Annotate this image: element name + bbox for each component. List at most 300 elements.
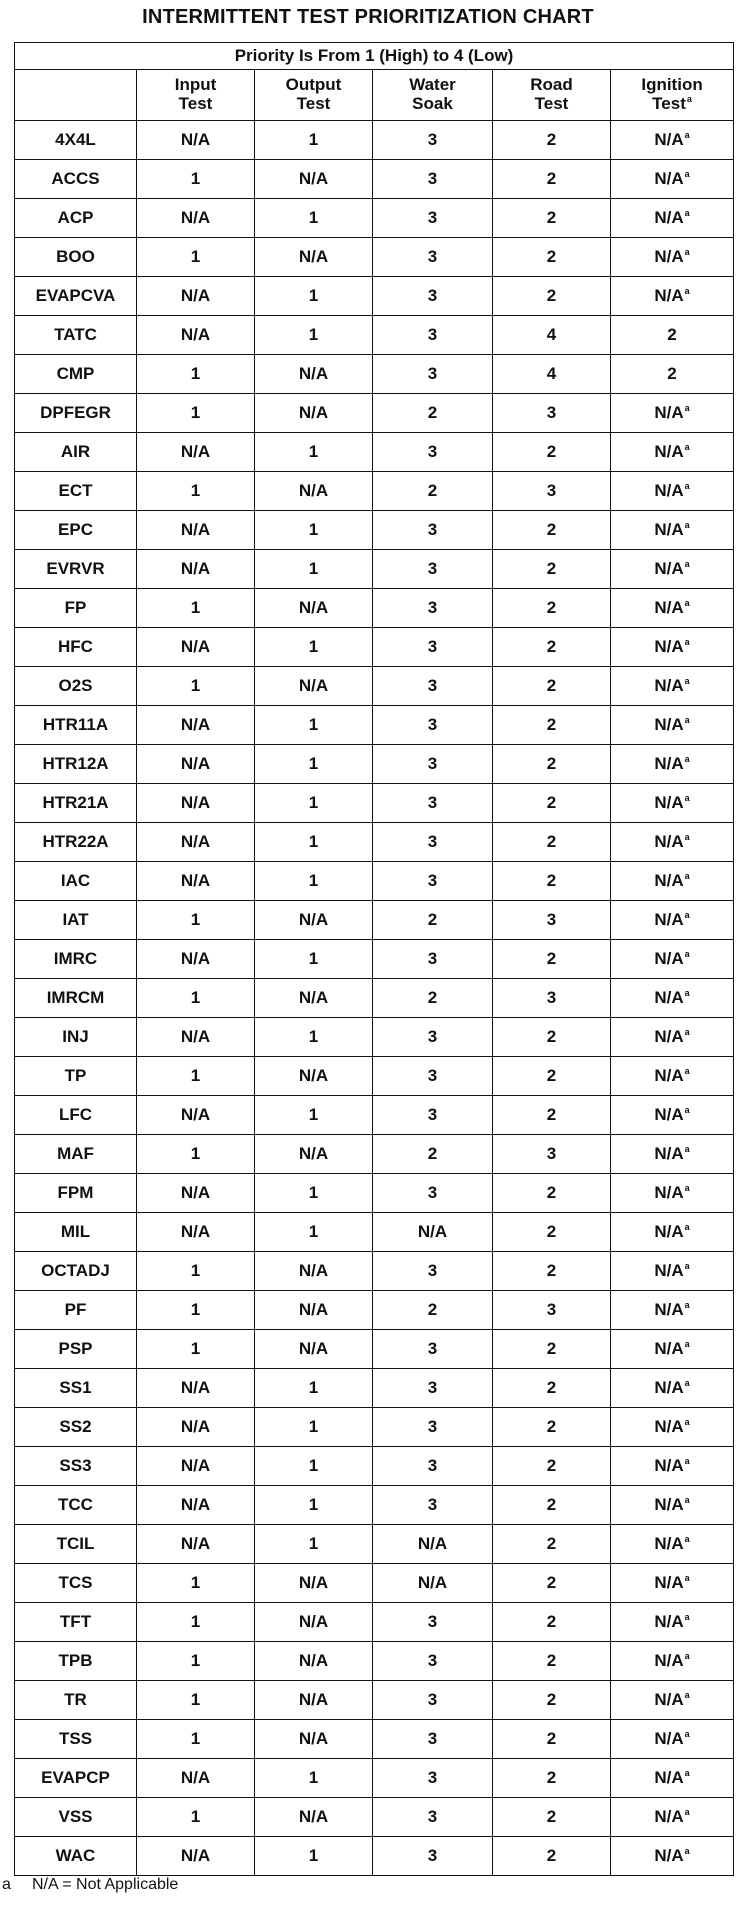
cell-road-value: 2 xyxy=(546,246,557,266)
cell-road xyxy=(493,1603,611,1642)
cell-input-value: 1 xyxy=(190,1299,201,1319)
cell-water xyxy=(373,1018,493,1057)
footnote-ref: a xyxy=(684,910,690,920)
cell-road xyxy=(493,277,611,316)
cell-ignition xyxy=(611,1018,734,1057)
cell-name xyxy=(15,1603,137,1642)
cell-ignition-value: N/A xyxy=(654,753,684,773)
footnote-ref: a xyxy=(684,871,690,881)
cell-water-value: 3 xyxy=(427,636,438,656)
cell-output-value: N/A xyxy=(298,1065,329,1085)
cell-output-value: 1 xyxy=(308,1182,319,1202)
cell-road xyxy=(493,1330,611,1369)
cell-ignition-value: N/A xyxy=(654,1689,684,1709)
cell-output-value: 1 xyxy=(308,1416,319,1436)
cell-input xyxy=(137,1018,255,1057)
cell-road-value: 2 xyxy=(546,675,557,695)
cell-output-value: 1 xyxy=(308,948,319,968)
cell-water xyxy=(373,1798,493,1837)
cell-input-value: N/A xyxy=(180,1845,211,1865)
table-row xyxy=(15,1408,734,1447)
cell-name xyxy=(15,1720,137,1759)
cell-input-value: N/A xyxy=(180,519,211,539)
cell-road-value: 3 xyxy=(546,402,557,422)
cell-water-value: 3 xyxy=(427,597,438,617)
cell-output xyxy=(255,550,373,589)
cell-name-value: LFC xyxy=(58,1104,93,1124)
cell-road-value: 2 xyxy=(546,1572,557,1592)
cell-water-value: 3 xyxy=(427,1338,438,1358)
cell-ignition xyxy=(611,1096,734,1135)
cell-input xyxy=(137,433,255,472)
cell-water xyxy=(373,1603,493,1642)
cell-ignition-value: N/A xyxy=(654,948,684,968)
table-row xyxy=(15,784,734,823)
table-row xyxy=(15,394,734,433)
cell-input-value: 1 xyxy=(190,909,201,929)
footnote-ref: a xyxy=(684,1300,690,1310)
cell-input xyxy=(137,1759,255,1798)
cell-water-value: 3 xyxy=(427,519,438,539)
cell-road xyxy=(493,979,611,1018)
cell-water-value: 3 xyxy=(427,1767,438,1787)
cell-name xyxy=(15,1057,137,1096)
cell-road-value: 2 xyxy=(546,636,557,656)
cell-road xyxy=(493,1252,611,1291)
cell-name xyxy=(15,745,137,784)
cell-name xyxy=(15,199,137,238)
cell-ignition-value: N/A xyxy=(654,1143,684,1163)
cell-ignition-value: N/A xyxy=(654,1611,684,1631)
cell-road xyxy=(493,823,611,862)
cell-ignition xyxy=(611,1486,734,1525)
cell-road-value: 2 xyxy=(546,558,557,578)
cell-name xyxy=(15,394,137,433)
footnote-ref: a xyxy=(684,1378,690,1388)
cell-name xyxy=(15,1408,137,1447)
cell-input xyxy=(137,1174,255,1213)
cell-output xyxy=(255,823,373,862)
cell-water-value: 3 xyxy=(427,1416,438,1436)
cell-name xyxy=(15,1837,137,1876)
table-row xyxy=(15,1369,734,1408)
cell-input xyxy=(137,784,255,823)
cell-name xyxy=(15,316,137,355)
cell-ignition xyxy=(611,1447,734,1486)
cell-output xyxy=(255,901,373,940)
cell-name-value: O2S xyxy=(58,675,93,695)
cell-input xyxy=(137,940,255,979)
cell-output xyxy=(255,862,373,901)
cell-output-value: 1 xyxy=(308,792,319,812)
cell-ignition-value: N/A xyxy=(654,675,684,695)
column-header-line2: Soak xyxy=(412,94,453,113)
column-header-line1: Output xyxy=(285,75,342,95)
cell-road-value: 2 xyxy=(546,1182,557,1202)
cell-output-value: 1 xyxy=(308,558,319,578)
cell-input-value: N/A xyxy=(180,792,211,812)
cell-ignition-value: N/A xyxy=(654,285,684,305)
cell-ignition-value: N/A xyxy=(654,714,684,734)
cell-water-value: 2 xyxy=(427,1143,438,1163)
cell-water xyxy=(373,940,493,979)
cell-name xyxy=(15,1798,137,1837)
cell-output xyxy=(255,355,373,394)
cell-output xyxy=(255,628,373,667)
cell-water xyxy=(373,550,493,589)
table-row xyxy=(15,1720,734,1759)
cell-water xyxy=(373,1759,493,1798)
footnote-ref: a xyxy=(684,481,690,491)
cell-water-value: 3 xyxy=(427,1728,438,1748)
cell-name-value: ECT xyxy=(58,480,93,500)
cell-input-value: N/A xyxy=(180,1104,211,1124)
cell-output-value: 1 xyxy=(308,207,319,227)
cell-input-value: N/A xyxy=(180,1455,211,1475)
cell-name xyxy=(15,121,137,160)
cell-road-value: 2 xyxy=(546,948,557,968)
cell-output xyxy=(255,1018,373,1057)
cell-ignition-value: N/A xyxy=(654,1572,684,1592)
cell-output xyxy=(255,667,373,706)
cell-output-value: 1 xyxy=(308,831,319,851)
cell-input xyxy=(137,121,255,160)
cell-input-value: N/A xyxy=(180,1767,211,1787)
cell-output-value: N/A xyxy=(298,597,329,617)
table-row xyxy=(15,745,734,784)
table-row xyxy=(15,706,734,745)
footnote-ref: a xyxy=(684,1222,690,1232)
cell-ignition xyxy=(611,121,734,160)
cell-name xyxy=(15,823,137,862)
table-row xyxy=(15,316,734,355)
cell-water xyxy=(373,1330,493,1369)
cell-input xyxy=(137,823,255,862)
cell-name-value: INJ xyxy=(62,1026,89,1046)
cell-output xyxy=(255,511,373,550)
footnote-ref: a xyxy=(684,169,690,179)
footnote-ref: a xyxy=(684,1261,690,1271)
cell-water xyxy=(373,745,493,784)
cell-name-value: HTR12A xyxy=(42,753,109,773)
table-row xyxy=(15,1525,734,1564)
cell-name-value: WAC xyxy=(55,1845,96,1865)
cell-road-value: 3 xyxy=(546,1299,557,1319)
cell-water-value: 3 xyxy=(427,1650,438,1670)
cell-input-value: 1 xyxy=(190,1260,201,1280)
cell-name xyxy=(15,589,137,628)
column-header-line2: Test xyxy=(296,94,331,113)
cell-water-value: 3 xyxy=(427,129,438,149)
cell-output-value: N/A xyxy=(298,1728,329,1748)
cell-road-value: 2 xyxy=(546,1416,557,1436)
cell-input-value: 1 xyxy=(190,1806,201,1826)
cell-ignition-value: N/A xyxy=(654,1260,684,1280)
cell-output-value: N/A xyxy=(298,480,329,500)
cell-input xyxy=(137,1330,255,1369)
cell-water xyxy=(373,199,493,238)
cell-output-value: N/A xyxy=(298,1260,329,1280)
cell-input xyxy=(137,1369,255,1408)
cell-output xyxy=(255,745,373,784)
table-row xyxy=(15,901,734,940)
cell-name-value: EVAPCP xyxy=(41,1767,110,1787)
cell-output-value: 1 xyxy=(308,285,319,305)
cell-water-value: 3 xyxy=(427,870,438,890)
cell-output-value: 1 xyxy=(308,441,319,461)
cell-water xyxy=(373,1135,493,1174)
cell-ignition xyxy=(611,628,734,667)
cell-input xyxy=(137,550,255,589)
cell-water-value: 3 xyxy=(427,1182,438,1202)
cell-name-value: EVRVR xyxy=(46,558,105,578)
table-row xyxy=(15,277,734,316)
cell-water-value: 3 xyxy=(427,1026,438,1046)
cell-output-value: N/A xyxy=(298,1299,329,1319)
footnote-ref: a xyxy=(684,1573,690,1583)
cell-road xyxy=(493,1408,611,1447)
cell-output xyxy=(255,979,373,1018)
cell-name-value: HTR11A xyxy=(42,714,109,734)
cell-name xyxy=(15,784,137,823)
cell-road-value: 2 xyxy=(546,1104,557,1124)
cell-road-value: 3 xyxy=(546,987,557,1007)
cell-ignition-value: N/A xyxy=(654,1728,684,1748)
cell-road-value: 2 xyxy=(546,1533,557,1553)
cell-ignition-value: N/A xyxy=(654,1104,684,1124)
cell-road xyxy=(493,1525,611,1564)
cell-ignition xyxy=(611,862,734,901)
cell-input xyxy=(137,355,255,394)
cell-water-value: 2 xyxy=(427,987,438,1007)
footnote-text: N/A = Not Applicable xyxy=(32,1876,179,1893)
cell-name xyxy=(15,1018,137,1057)
cell-name-value: MIL xyxy=(60,1221,91,1241)
table-row xyxy=(15,823,734,862)
cell-name xyxy=(15,1447,137,1486)
cell-input xyxy=(137,1525,255,1564)
cell-water xyxy=(373,316,493,355)
cell-road-value: 2 xyxy=(546,792,557,812)
cell-output xyxy=(255,1135,373,1174)
cell-input-value: N/A xyxy=(180,948,211,968)
cell-road xyxy=(493,628,611,667)
cell-road xyxy=(493,1174,611,1213)
cell-ignition-value: N/A xyxy=(654,441,684,461)
cell-ignition xyxy=(611,589,734,628)
cell-ignition xyxy=(611,1603,734,1642)
cell-name-value: IAT xyxy=(62,909,89,929)
cell-input xyxy=(137,472,255,511)
cell-water-value: 3 xyxy=(427,1455,438,1475)
table-row xyxy=(15,1213,734,1252)
cell-output-value: 1 xyxy=(308,1767,319,1787)
cell-input xyxy=(137,1252,255,1291)
cell-output xyxy=(255,1798,373,1837)
cell-road xyxy=(493,1486,611,1525)
column-header-line1: Water xyxy=(409,75,456,95)
cell-ignition xyxy=(611,784,734,823)
cell-output-value: 1 xyxy=(308,714,319,734)
cell-road xyxy=(493,1057,611,1096)
cell-water xyxy=(373,1369,493,1408)
cell-road-value: 2 xyxy=(546,1065,557,1085)
cell-name-value: OCTADJ xyxy=(41,1260,110,1280)
cell-water xyxy=(373,1720,493,1759)
table-row xyxy=(15,199,734,238)
cell-road xyxy=(493,1447,611,1486)
cell-road xyxy=(493,667,611,706)
cell-road-value: 2 xyxy=(546,168,557,188)
cell-input-value: N/A xyxy=(180,753,211,773)
cell-ignition-value: N/A xyxy=(654,1221,684,1241)
footnote-ref: a xyxy=(684,1105,690,1115)
cell-ignition xyxy=(611,1564,734,1603)
cell-output xyxy=(255,1096,373,1135)
cell-road xyxy=(493,1369,611,1408)
cell-road-value: 2 xyxy=(546,1728,557,1748)
cell-road-value: 2 xyxy=(546,714,557,734)
cell-name-value: HTR21A xyxy=(42,792,109,812)
footnote-ref: a xyxy=(684,1495,690,1505)
footnote-ref: a xyxy=(684,1417,690,1427)
cell-input-value: 1 xyxy=(190,1728,201,1748)
table-row xyxy=(15,862,734,901)
cell-input xyxy=(137,1642,255,1681)
cell-water xyxy=(373,1213,493,1252)
cell-output xyxy=(255,1408,373,1447)
table-row xyxy=(15,1330,734,1369)
cell-name-value: TFT xyxy=(59,1611,92,1631)
cell-input xyxy=(137,1798,255,1837)
cell-road xyxy=(493,1642,611,1681)
table-row xyxy=(15,1174,734,1213)
priority-note: Priority Is From 1 (High) to 4 (Low) xyxy=(15,43,734,70)
table-row xyxy=(15,1642,734,1681)
cell-road xyxy=(493,199,611,238)
table-row xyxy=(15,1759,734,1798)
cell-input-value: 1 xyxy=(190,597,201,617)
cell-input xyxy=(137,1408,255,1447)
cell-name-value: 4X4L xyxy=(55,129,96,149)
footnote-ref: a xyxy=(684,286,690,296)
footnote-ref: a xyxy=(684,1066,690,1076)
cell-output-value: 1 xyxy=(308,1455,319,1475)
cell-name xyxy=(15,472,137,511)
prioritization-table xyxy=(14,42,734,1876)
cell-ignition-value: N/A xyxy=(654,129,684,149)
cell-name xyxy=(15,1291,137,1330)
footnote-mark: a xyxy=(2,1876,11,1893)
cell-output-value: 1 xyxy=(308,870,319,890)
cell-output-value: N/A xyxy=(298,1572,329,1592)
cell-output-value: N/A xyxy=(298,246,329,266)
cell-ignition xyxy=(611,1213,734,1252)
cell-name-value: TR xyxy=(64,1689,87,1709)
cell-input xyxy=(137,628,255,667)
cell-output xyxy=(255,1174,373,1213)
footnote-ref: a xyxy=(684,754,690,764)
table-row xyxy=(15,1291,734,1330)
cell-road-value: 2 xyxy=(546,519,557,539)
cell-water-value: 2 xyxy=(427,1299,438,1319)
cell-output-value: N/A xyxy=(298,1806,329,1826)
cell-input-value: N/A xyxy=(180,1377,211,1397)
cell-name xyxy=(15,238,137,277)
cell-output xyxy=(255,1759,373,1798)
cell-road xyxy=(493,745,611,784)
cell-water xyxy=(373,628,493,667)
cell-name-value: TCS xyxy=(58,1572,93,1592)
cell-input-value: N/A xyxy=(180,1494,211,1514)
cell-water xyxy=(373,1486,493,1525)
cell-ignition-value: N/A xyxy=(654,1845,684,1865)
cell-ignition-value: N/A xyxy=(654,1767,684,1787)
cell-road-value: 2 xyxy=(546,1650,557,1670)
cell-water-value: 3 xyxy=(427,558,438,578)
cell-output-value: 1 xyxy=(308,324,319,344)
cell-ignition-value: N/A xyxy=(654,1494,684,1514)
table-row xyxy=(15,472,734,511)
cell-ignition xyxy=(611,160,734,199)
cell-name-value: FPM xyxy=(57,1182,94,1202)
cell-name-value: VSS xyxy=(58,1806,93,1826)
cell-input-value: 1 xyxy=(190,402,201,422)
column-header-line2: Test xyxy=(178,94,213,113)
table-row xyxy=(15,121,734,160)
cell-output xyxy=(255,1213,373,1252)
cell-water xyxy=(373,238,493,277)
footnote-ref: a xyxy=(684,1768,690,1778)
table-row xyxy=(15,667,734,706)
cell-ignition xyxy=(611,511,734,550)
cell-road-value: 2 xyxy=(546,1455,557,1475)
cell-name-value: ACP xyxy=(57,207,94,227)
cell-input xyxy=(137,1837,255,1876)
cell-name-value: IAC xyxy=(60,870,91,890)
cell-ignition-value: N/A xyxy=(654,558,684,578)
cell-road-value: 4 xyxy=(546,363,557,383)
cell-name xyxy=(15,1525,137,1564)
cell-name xyxy=(15,1096,137,1135)
cell-output-value: N/A xyxy=(298,1611,329,1631)
column-header xyxy=(137,70,255,121)
cell-road xyxy=(493,1759,611,1798)
cell-ignition xyxy=(611,1174,734,1213)
cell-ignition xyxy=(611,940,734,979)
table-row xyxy=(15,355,734,394)
cell-ignition-value: N/A xyxy=(654,987,684,1007)
cell-water xyxy=(373,121,493,160)
cell-output xyxy=(255,1720,373,1759)
cell-road xyxy=(493,940,611,979)
cell-output xyxy=(255,1681,373,1720)
cell-name-value: PSP xyxy=(58,1338,93,1358)
cell-ignition xyxy=(611,316,734,355)
cell-input xyxy=(137,979,255,1018)
cell-input-value: N/A xyxy=(180,207,211,227)
cell-water xyxy=(373,1642,493,1681)
cell-road xyxy=(493,1135,611,1174)
cell-water xyxy=(373,901,493,940)
cell-ignition xyxy=(611,745,734,784)
cell-input xyxy=(137,1213,255,1252)
cell-water xyxy=(373,394,493,433)
cell-output xyxy=(255,1525,373,1564)
cell-output xyxy=(255,1486,373,1525)
cell-road xyxy=(493,589,611,628)
cell-name-value: SS3 xyxy=(59,1455,92,1475)
